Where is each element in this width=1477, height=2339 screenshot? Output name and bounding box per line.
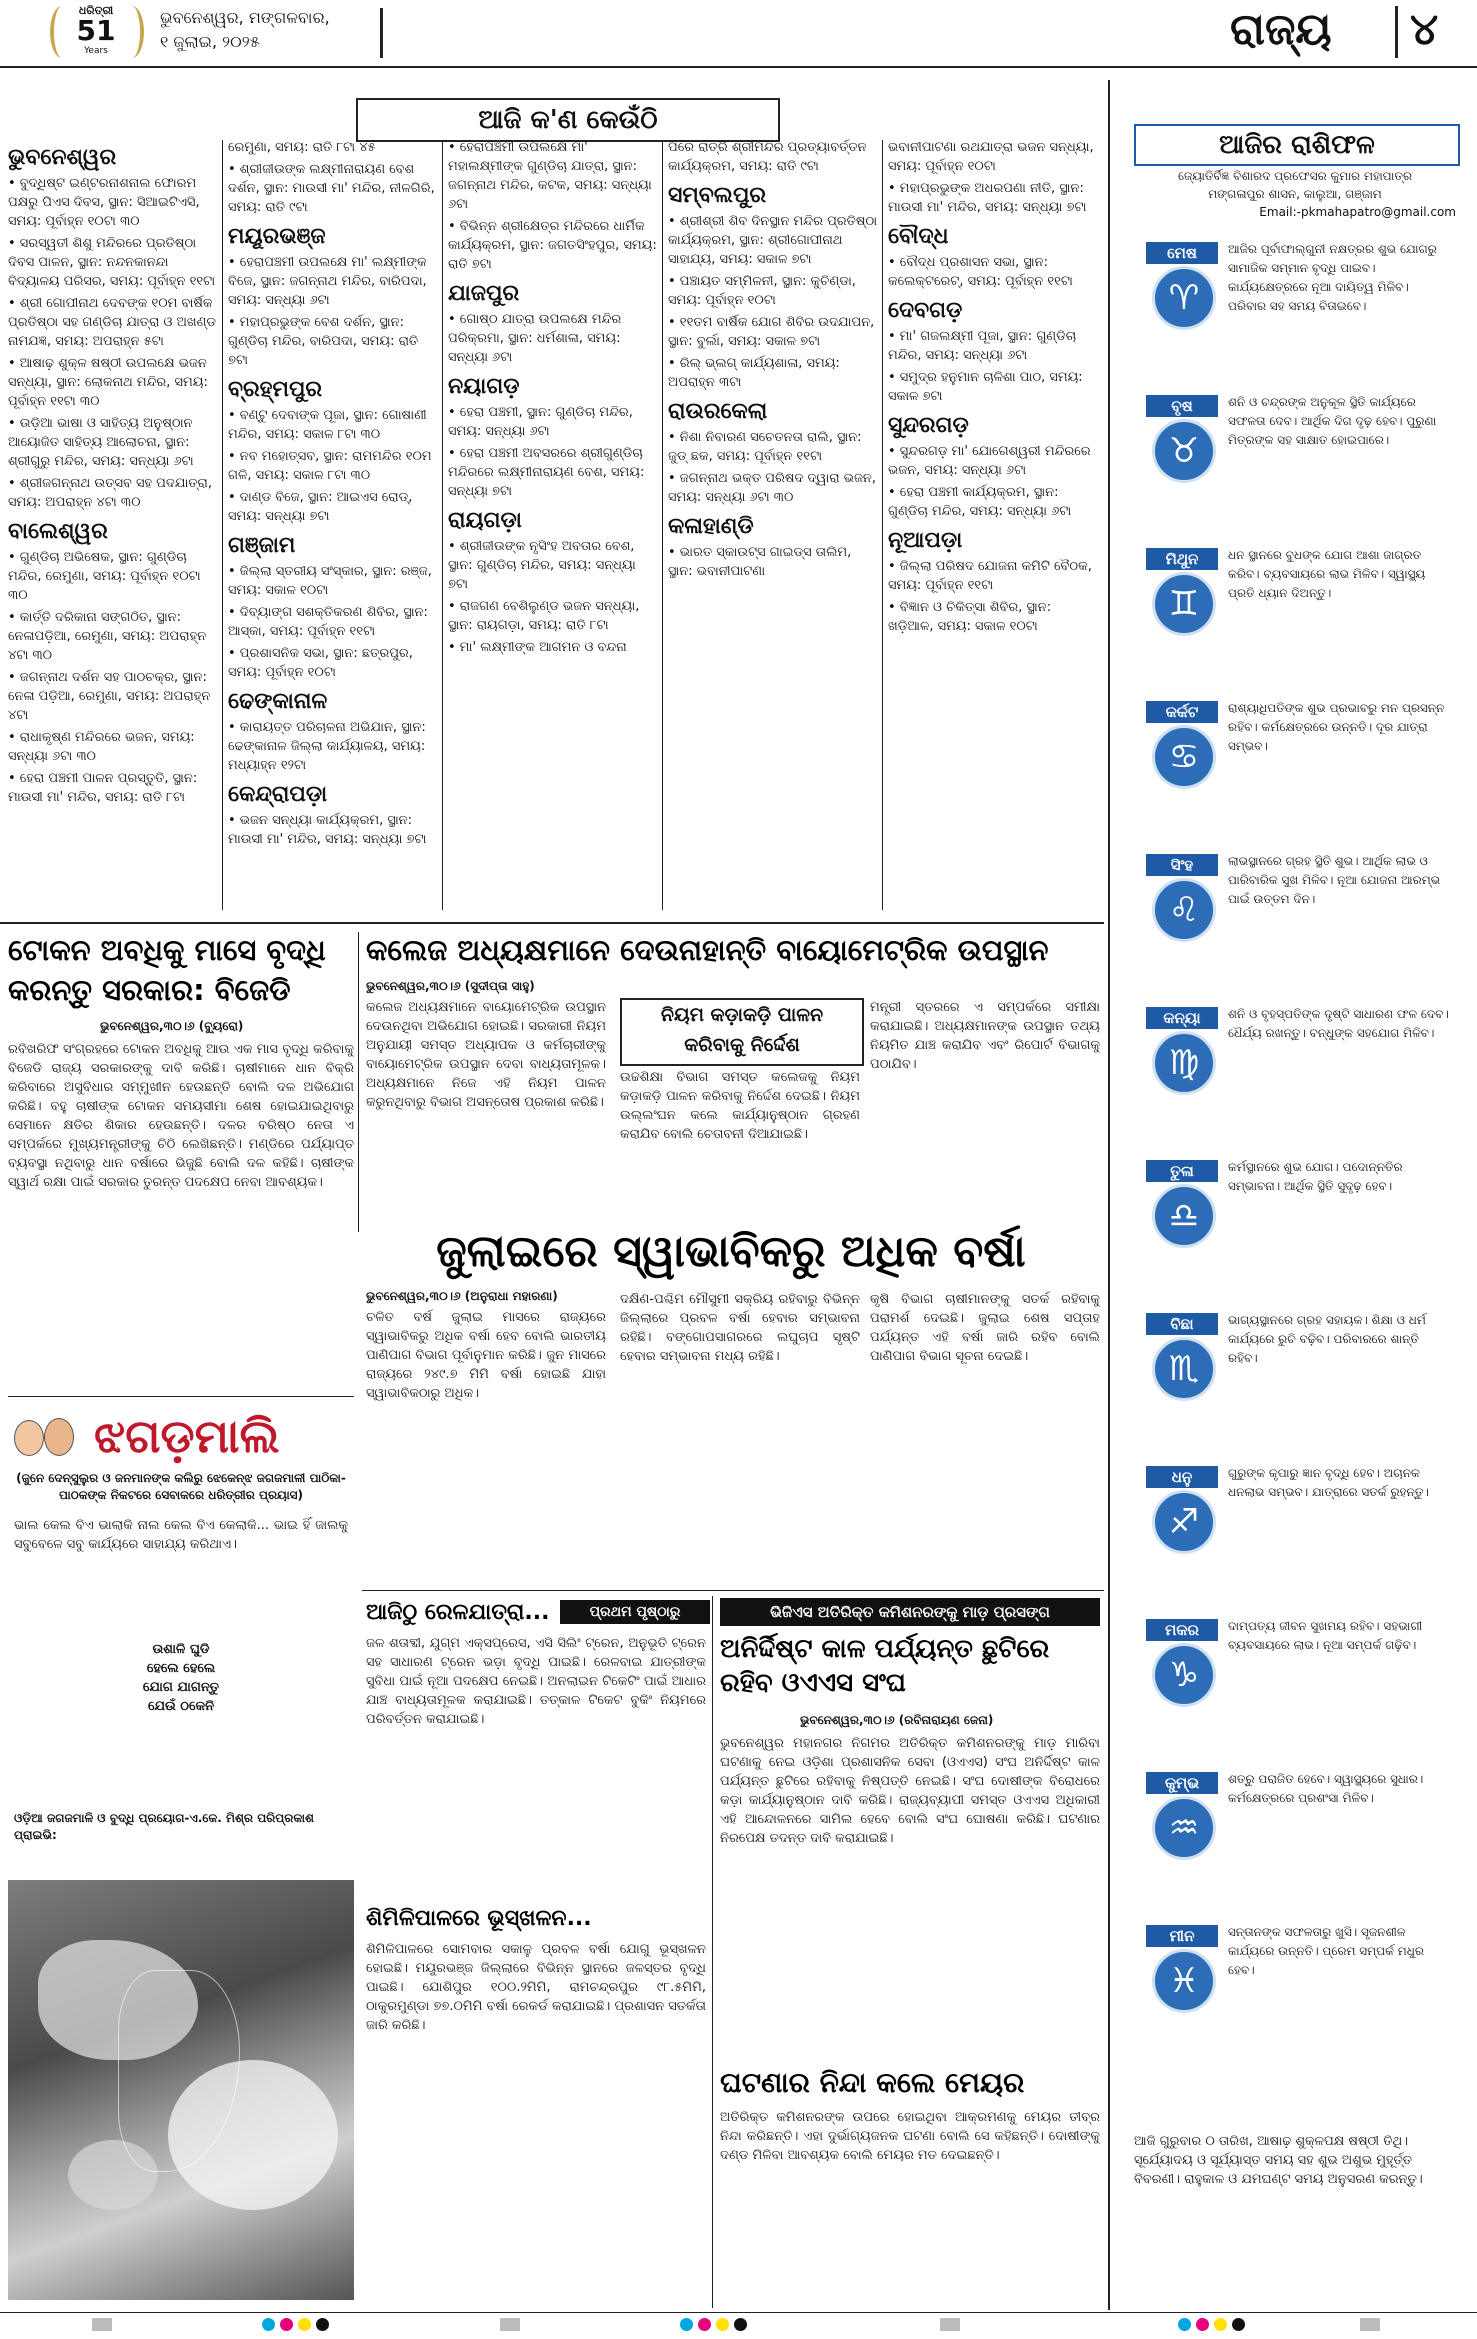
logo <box>50 2 142 62</box>
events-list-item: • ଗୋଷ୍ଠ ଯାତ୍ରା ଉପଲକ୍ଷେ ମନ୍ଦିର ପରିକ୍ରମା, ସ୍ଥାନ: ଧର୍ମଶାଳା, ସମୟ: ସନ୍ଧ୍ୟା ୬ଟା <box>448 312 622 365</box>
zodiac-forecast-text: ଲାଭସ୍ଥାନରେ ଗ୍ରହ ସ୍ଥିତି ଶୁଭ। ଆର୍ଥିକ ଲାଭ ଓ ପାରିବାରିକ ସୁଖ ମିଳିବ। ନୂଆ ଯୋଜନା ଆରମ୍ଭ ପାଇଁ ଉତ୍ତମ ଦିନ। <box>1228 854 1441 906</box>
zodiac-symbol-icon: ♐ <box>1152 1490 1216 1554</box>
registration-bar-3 <box>940 2318 960 2331</box>
events-city-heading: ବ୍ରହ୍ମପୁର <box>228 377 323 402</box>
cmyk-dot-black-1 <box>316 2318 329 2331</box>
section-name: ରାଜ୍ୟ <box>1230 4 1332 55</box>
cmyk-dot-yellow-3 <box>1214 2318 1227 2331</box>
horoscope-author-address: ମଙ୍ଗଳାପୁର ଶାସନ, କାଲୁଆ, ଗଞ୍ଜାମ <box>1208 187 1382 201</box>
zodiac-name-badge: ବୃଷ <box>1146 395 1218 417</box>
zodiac-forecast-text: କର୍ମସ୍ଥାନରେ ଶୁଭ ଯୋଗ। ପଦୋନ୍ନତିର ସମ୍ଭାବନା। ଆର୍ଥିକ ସ୍ଥିତି ସୁଦୃଢ଼ ହେବ। <box>1228 1160 1403 1193</box>
events-list-item: • ଶ୍ରୀଜଗନ୍ନାଥ ଉତ୍ସବ ସହ ପଦଯାତ୍ରା, ସମୟ: ଅପରାହ୍ନ ୪ଟା ୩୦ <box>8 476 213 510</box>
events-column-1 <box>8 138 218 918</box>
events-list-item: • ଭଜନ ସନ୍ଧ୍ୟା କାର୍ଯ୍ୟକ୍ରମ, ସ୍ଥାନ: ମାଉସୀ ମା' ମନ୍ଦିର, ସମୟ: ସନ୍ଧ୍ୟା ୭ଟା <box>228 813 427 847</box>
events-list-item: • ବଣ୍ଟୁ ଦେବାଙ୍କ ପୂଜା, ସ୍ଥାନ: ଗୋଷାଣୀ ମନ୍ଦିର, ସମୟ: ସକାଳ ୮ଟା ୩୦ <box>228 408 427 442</box>
events-column-3 <box>448 138 658 918</box>
horoscope-signs <box>1140 238 1460 2078</box>
cartoon-faces-icon <box>14 1410 76 1462</box>
jhagadamali-panel <box>8 1400 354 1870</box>
events-city-heading: ଢେଙ୍କାନାଳ <box>228 689 328 714</box>
zodiac-name-badge: ତୁଳା <box>1146 1160 1218 1182</box>
college-boxed-highlight <box>620 998 864 1066</box>
registration-bar-1 <box>92 2318 112 2331</box>
zodiac-symbol-icon: ♑ <box>1152 1643 1216 1707</box>
railway-body: ଜଳ ଶତାବ୍ଦୀ, ଯୁଗ୍ମ ଏକ୍ସପ୍ରେସ, ଏସି ସିଲିଂ ଟ୍ରେନ, ଅନୁଭୂତି ଟ୍ରେନ ସହ ସାଧାରଣ ଟ୍ରେନ ଭଡ଼ା ବୃଦ୍ଧି ପାଇଛି। ରେଳବାଇ ଯାତ୍ରୀଙ୍କ ସୁବିଧା ପାଇଁ ନୂଆ ପଦକ୍ଷେପ ନେଇଛି। ଅନଲାଇନ ଟିକେଟିଂ ପାଇଁ ଆଧାର ଯାଞ୍ଚ ବାଧ୍ୟତାମୂଳକ କରାଯାଇଛି। ତତ୍କାଳ ଟିକେଟ ବୁକିଂ ନିୟମରେ ପରିବର୍ତ୍ତନ କରାଯାଇଛି। <box>366 1636 706 1727</box>
college-body-2: ଉଚ୍ଚଶିକ୍ଷା ବିଭାଗ ସମସ୍ତ କଲେଜକୁ ନିୟମ କଡ଼ାକଡ଼ି ପାଳନ କରିବାକୁ ନିର୍ଦ୍ଦେଶ ଦେଇଛି। ନିୟମ ଉଲ୍ଲଂଘନ କଲେ କାର୍ଯ୍ୟାନୁଷ୍ଠାନ ଗ୍ରହଣ କରାଯିବ ବୋଲି ଚେତାବନୀ ଦିଆଯାଇଛି। <box>620 1070 860 1142</box>
events-list-item: • ଦାଣ୍ଡ ବିଜେ, ସ୍ଥାନ: ଆଇଏସ ରୋଡ୍, ସମୟ: ସନ୍ଧ୍ୟା ୭ଟା <box>228 490 413 524</box>
jhagadamali-verse <box>14 1640 348 1716</box>
mayor-headline: ଘଟଣାର ନିନ୍ଦା କଲେ ମେୟର <box>720 2066 1025 2099</box>
events-list-item: • ଶ୍ରୀ ଗୋପୀନାଥ ଦେବଙ୍କ ୧୦ମ ବାର୍ଷିକ ପ୍ରତିଷ୍ଠା ସହ ଗଣ୍ଡିଚା ଯାତ୍ରା ଓ ଅଖଣ୍ଡ ନାମଯଜ୍ଞ, ସମୟ: ଅପରାହ୍ନ ୫ଟା <box>8 296 217 349</box>
zodiac-forecast-text: ଭାଗ୍ୟସ୍ଥାନରେ ଗ୍ରହ ସହାୟକ। ଶିକ୍ଷା ଓ ଧର୍ମ କାର୍ଯ୍ୟରେ ରୁଚି ବଢ଼ିବ। ପରିବାରରେ ଶାନ୍ତି ରହିବ। <box>1228 1313 1426 1365</box>
logo-top-text: ଧରିତ୍ରୀ <box>78 4 114 17</box>
cmyk-dot-cyan-2 <box>680 2318 693 2331</box>
zodiac-name-badge: ମକର <box>1146 1619 1218 1641</box>
zodiac-name-badge: କନ୍ୟା <box>1146 1007 1218 1029</box>
horoscope-author-name: ଜ୍ୟୋତିର୍ବିଜ୍ଞ ବିଶାରଦ ପ୍ରଫେସର କୁମାର ମହାପାତ୍ର <box>1177 169 1413 183</box>
zodiac-symbol-icon: ♈ <box>1152 266 1216 330</box>
zodiac-row <box>1140 1003 1452 1151</box>
college-box-line-1: ନିୟମ କଡ଼ାକଡ଼ି ପାଳନ <box>660 1004 824 1026</box>
events-divider-2 <box>442 140 443 910</box>
college-headline: କଲେଜ ଅଧ୍ୟକ୍ଷମାନେ ଦେଉନାହାନ୍ତି ବାୟୋମେଟ୍ରିକ ଉପସ୍ଥାନ <box>366 933 1049 967</box>
jhagadamali-title: ଝଗଡ଼ମାଲି <box>94 1409 280 1463</box>
events-list-item: • କାରାୟତ୍ତ ପରିଚାଳନା ଅଭିଯାନ, ସ୍ଥାନ: ଢେଙ୍କାନାଳ ଜିଲ୍ଲା କାର୍ଯ୍ୟାଳୟ, ସମୟ: ମଧ୍ୟାହ୍ନ ୧୨ଟା <box>228 720 426 773</box>
events-column-4 <box>668 138 878 918</box>
events-city-heading: ମୟୂରଭଞ୍ଜ <box>228 224 326 249</box>
college-body-1: କଲେଜ ଅଧ୍ୟକ୍ଷମାନେ ବାୟୋମେଟ୍ରିକ ଉପସ୍ଥାନ ଦେଉନଥିବା ଅଭିଯୋଗ ହୋଇଛି। ସରକାରୀ ନିୟମ ଅନୁଯାୟୀ ସମସ୍ତ ଅଧ୍ୟାପକ ଓ କର୍ମଚାରୀଙ୍କୁ ବାୟୋମେଟ୍ରିକ ଉପସ୍ଥାନ ଦେବା ବାଧ୍ୟତାମୂଳକ। ଅଧ୍ୟକ୍ଷମାନେ ନିଜେ ଏହି ନିୟମ ପାଳନ କରୁନଥିବାରୁ ବିଭାଗ ଅସନ୍ତୋଷ ପ୍ରକାଶ କରିଛି। <box>366 1000 606 1110</box>
events-list-item: • ଆଷାଢ଼ ଶୁକ୍ଳ ଷଷ୍ଠୀ ଉପଲକ୍ଷେ ଭଜନ ସନ୍ଧ୍ୟା, ସ୍ଥାନ: ଲୋକନାଥ ମନ୍ଦିର, ସମୟ: ପୂର୍ବାହ୍ନ ୧୧ଟା ୩୦ <box>8 356 208 409</box>
events-city-heading: ରାୟଗଡ଼ା <box>448 508 522 533</box>
zodiac-row <box>1140 1309 1452 1457</box>
zodiac-symbol-icon: ♓ <box>1152 1949 1216 2013</box>
events-list-item: • ହେରାପଞ୍ଚମୀ ଉପଲକ୍ଷେ ମା' ଲକ୍ଷ୍ମୀଙ୍କ ବିଜେ, ସ୍ଥାନ: ଜଗନ୍ନାଥ ମନ୍ଦିର, ବାରିପଦା, ସମୟ: ସନ୍ଧ୍ୟା ୬ଟା <box>228 255 427 308</box>
events-list-item: • ମହାପ୍ରଭୁଙ୍କ ଅଧରପଣା ନୀତି, ସ୍ଥାନ: ମାଉସୀ ମା' ମନ୍ଦିର, ସମୟ: ସନ୍ଧ୍ୟା ୭ଟା <box>888 181 1087 215</box>
bjd-dateline: ଭୁବନେଶ୍ୱର,୩୦।୬ (ବ୍ୟୁରୋ) <box>100 1019 244 1033</box>
events-list-item: • ହେରା ପଞ୍ଚମୀ କାର୍ଯ୍ୟକ୍ରମ, ସ୍ଥାନ: ଗୁଣ୍ଡିଚା ମନ୍ଦିର, ସମୟ: ସନ୍ଧ୍ୟା ୬ଟା <box>888 485 1072 519</box>
zodiac-row <box>1140 1921 1452 2069</box>
events-list-item: • ରିଲ୍ ଭ୍ଲଗ୍ କାର୍ଯ୍ୟଶାଳା, ସମୟ: ଅପରାହ୍ନ ୩ଟା <box>668 356 840 390</box>
zodiac-forecast-text: ଶନି ଓ ବୃହସ୍ପତିଙ୍କ ଦୃଷ୍ଟି ସାଧାରଣ ଫଳ ଦେବ। ଧୈର୍ଯ୍ୟ ରଖନ୍ତୁ। ବନ୍ଧୁଙ୍କ ସହଯୋଗ ମିଳିବ। <box>1228 1007 1449 1040</box>
events-list-item: • ଶ୍ରୀଶ୍ରୀ ଶିବ ଦିନସ୍ଥାନ ମନ୍ଦିର ପ୍ରତିଷ୍ଠା କାର୍ଯ୍ୟକ୍ରମ, ସ୍ଥାନ: ଶ୍ରୀଗୋପୀନାଥ ସାହାଯ୍ୟ, ସମୟ: ସକାଳ ୭ଟା <box>668 214 878 267</box>
events-city-heading: ସମ୍ବଲପୁର <box>668 183 767 208</box>
rain-bottom-rule <box>362 1590 1104 1591</box>
zodiac-row <box>1140 238 1452 386</box>
zodiac-symbol-icon: ♊ <box>1152 572 1216 636</box>
rain-body-3: କୃଷି ବିଭାଗ ଚାଷୀମାନଙ୍କୁ ସତର୍କ ରହିବାକୁ ପରାମର୍ଶ ଦେଇଛି। ଜୁଲାଇ ଶେଷ ସପ୍ତାହ ପର୍ଯ୍ୟନ୍ତ ଏହି ବର୍ଷା ଜାରି ରହିବ ବୋଲି ପାଣିପାଗ ବିଭାଗ ସୂଚନା ଦେଇଛି। <box>870 1292 1100 1364</box>
events-city-heading: ଦେବଗଡ଼ <box>888 298 963 323</box>
verse-line: ଯେଉଁ ଠକେନି <box>147 1699 215 1714</box>
right-column-divider <box>1108 80 1110 2310</box>
oas-headline: ଅନିର୍ଦ୍ଦିଷ୍ଟ କାଳ ପର୍ଯ୍ୟନ୍ତ ଛୁଟିରେ ରହିବ ଓଏଏସ ସଂଘ <box>720 1634 1050 1698</box>
rain-headline: ଜୁଲାଇରେ ସ୍ୱାଭାବିକରୁ ଅଧିକ ବର୍ଷା <box>436 1226 1026 1277</box>
zodiac-forecast-text: ଆଜିର ପୂର୍ବାଫାଲ୍ଗୁନୀ ନକ୍ଷତ୍ରର ଶୁଭ ଯୋଗରୁ ସାମାଜିକ ସମ୍ମାନ ବୃଦ୍ଧି ପାଇବ। କାର୍ଯ୍ୟକ୍ଷେତ୍ରରେ ନୂଆ ଦାୟିତ୍ୱ ମିଳିବ। ପରିବାର ସହ ସମୟ ବିତାଇବେ। <box>1228 242 1437 313</box>
events-list-item: • ମହାପ୍ରଭୁଙ୍କ ବେଶ ଦର୍ଶନ, ସ୍ଥାନ: ଗୁଣ୍ଡିଚା ମନ୍ଦିର, ବାରିପଦା, ସମୟ: ରାତି ୭ଟା <box>228 315 419 368</box>
verse-line: ଯୋଗ ଯାଗନ୍ତୁ <box>142 1680 220 1695</box>
zodiac-name-badge: ମିଥୁନ <box>1146 548 1218 570</box>
jhagadamali-credit: ଓଡ଼ିଆ ଜଗଜମାଳି ଓ ବୁଦ୍ଧି ପ୍ରୟୋଗ-ଏ.କେ. ମିଶ୍ର ପରିପ୍ରକାଶ ପ୍ରାଇଭି: <box>14 1811 314 1842</box>
events-list-item: • ହେରା ପଞ୍ଚମୀ ଅବସରରେ ଶ୍ରୀଗୁଣ୍ଡିଚା ମନ୍ଦିରରେ ଲକ୍ଷ୍ମୀନାରାୟଣ ବେଶ, ସମୟ: ସନ୍ଧ୍ୟା ୭ଟା <box>448 446 645 499</box>
zodiac-name-badge: ଧନୁ <box>1146 1466 1218 1488</box>
events-list-item: • ବିଭିନ୍ନ ଶ୍ରୀକ୍ଷେତ୍ର ମନ୍ଦିରରେ ଧାର୍ମିକ କାର୍ଯ୍ୟକ୍ରମ, ସ୍ଥାନ: ଜଗତସିଂହପୁର, ସମୟ: ରାତି ୭ଟା <box>448 219 657 272</box>
bjd-headline: ଟୋକନ ଅବଧିକୁ ମାସେ ବୃଦ୍ଧି କରନ୍ତୁ ସରକାର: ବିଜେଡି <box>8 933 326 1007</box>
events-list-item: • ଭାରତ ସ୍କାଉଟ୍ସ ଗାଇଡ୍ସ ତାଲିମ, ସ୍ଥାନ: ଭବାନୀପାଟଣା <box>668 545 852 579</box>
zodiac-symbol-icon: ♒ <box>1152 1796 1216 1860</box>
simlipal-headline: ଶିମିଳିପାଳରେ ଭୂସ୍ଖଳନ... <box>366 1906 592 1931</box>
zodiac-forecast-text: ଦାମ୍ପତ୍ୟ ଜୀବନ ସୁଖମୟ ରହିବ। ସହଭାଗୀ ବ୍ୟବସାୟରେ ଲାଭ। ନୂଆ ସମ୍ପର୍କ ଗଢ଼ିବ। <box>1228 1619 1423 1652</box>
events-list-item: • ବିଜ୍ଞାନ ଓ ଚିକିତ୍ସା ଶିବିର, ସ୍ଥାନ: ଖଡ଼ିଆଳ, ସମୟ: ସକାଳ ୧୦ଟା <box>888 600 1052 634</box>
events-list-item: • ରାଜଗଣ ବେଶିଲୁଣ୍ଡ ଭଜନ ସନ୍ଧ୍ୟା, ସ୍ଥାନ: ରାୟଗଡ଼ା, ସମୟ: ରାତି ୮ଟା <box>448 599 640 633</box>
events-list-item: • ଜିଲ୍ଲା ପରିଷଦ ଯୋଜନା କମିଟି ବୈଠକ, ସମୟ: ପୂର୍ବାହ୍ନ ୧୧ଟା <box>888 559 1092 593</box>
events-list-item: • ପ୍ରଶାସନିକ ସଭା, ସ୍ଥାନ: ଛତ୍ରପୁର, ସମୟ: ପୂର୍ବାହ୍ନ ୧୦ଟା <box>228 646 413 680</box>
jhagadamali-text: ଭାଲ କେଲ ବିଏ ଭାଲାକି ନାଲ କେଲ ବିଏ କେଲାକି... ଭାଇ ହିଁ ଜାଲକୁ ସବୁବେଳେ ସବୁ କାର୍ଯ୍ୟରେ ସାହାଯ୍ୟ କରିଥାଏ। <box>14 1518 348 1552</box>
events-list-item: ପରେ ରାତ୍ରି ଶ୍ରୀମନ୍ଦିର ପ୍ରତ୍ୟାବର୍ତ୍ତନ କାର୍ଯ୍ୟକ୍ରମ, ସମୟ: ରାତି ୯ଟା <box>668 140 867 174</box>
events-list-item: • ପଞ୍ଚାୟତ ସମ୍ମିଳନୀ, ସ୍ଥାନ: କୁଚିଣ୍ଡା, ସମୟ: ପୂର୍ବାହ୍ନ ୧୦ଟା <box>668 274 856 308</box>
events-column-5 <box>888 138 1098 918</box>
cmyk-dot-magenta-1 <box>280 2318 293 2331</box>
events-list-item: • ସୁନ୍ଦରଗଡ଼ ମା' ଯୋଗେଶ୍ୱରୀ ମନ୍ଦିରରେ ଭଜନ, ସମୟ: ସନ୍ଧ୍ୟା ୬ଟା <box>888 444 1091 478</box>
simlipal-body: ଶିମିଳିପାଳରେ ସୋମବାର ସକାଳୁ ପ୍ରବଳ ବର୍ଷା ଯୋଗୁ ଭୂସ୍ଖଳନ ହୋଇଛି। ମୟୂରଭଞ୍ଜ ଜିଲ୍ଲାରେ ବିଭିନ୍ନ ସ୍ଥାନରେ ଜଳସ୍ତର ବୃଦ୍ଧି ପାଇଛି। ଯୋଶିପୁର ୧୦୦.୨ମିମି, ରାମଚନ୍ଦ୍ରପୁର ୯୮.୫ମିମି, ଠାକୁରମୁଣ୍ଡା ୭୭.୦ମିମି ବର୍ଷା ରେକର୍ଡ କରାଯାଇଛି। ପ୍ରଶାସନ ସତର୍କତା ଜାରି କରିଛି। <box>366 1942 706 2033</box>
events-banner <box>356 98 780 142</box>
events-banner-title: ଆଜି କ'ଣ କେଉଁଠି <box>478 105 658 135</box>
zodiac-forecast-text: ଗୁରୁଙ୍କ କୃପାରୁ ଜ୍ଞାନ ବୃଦ୍ଧି ହେବ। ଅଚାନକ ଧନଲାଭ ସମ୍ଭବ। ଯାତ୍ରାରେ ସତର୍କ ରୁହନ୍ତୁ। <box>1228 1466 1429 1499</box>
zodiac-symbol-icon: ♌ <box>1152 878 1216 942</box>
zodiac-forecast-text: ଶନି ଓ ଚନ୍ଦ୍ରଙ୍କ ଅନୁକୂଳ ସ୍ଥିତି କାର୍ଯ୍ୟରେ ସଫଳତା ଦେବ। ଆର୍ଥିକ ଦିଗ ଦୃଢ଼ ହେବ। ପୁରୁଣା ମିତ୍ରଙ୍କ ସହ ସାକ୍ଷାତ ହୋଇପାରେ। <box>1228 395 1437 447</box>
events-list-item: • ଉଡ଼ିଆ ଭାଷା ଓ ସାହିତ୍ୟ ଅନୁଷ୍ଠାନ ଆୟୋଜିତ ସାହିତ୍ୟ ଆଲୋଚନା, ସ୍ଥାନ: ଶ୍ରୀଗୁରୁ ମନ୍ଦିର, ସମୟ: ସନ୍ଧ୍ୟା ୬ଟା <box>8 416 194 469</box>
bottom-rule <box>0 2312 1477 2313</box>
events-list-item: • ଜଗନ୍ନାଥ ଭକ୍ତ ପରିଷଦ ଦ୍ୱାରା ଭଜନ, ସମୟ: ସନ୍ଧ୍ୟା ୬ଟା ୩୦ <box>668 471 877 505</box>
zodiac-symbol-icon: ♋ <box>1152 725 1216 789</box>
zodiac-row <box>1140 544 1452 692</box>
events-divider-1 <box>222 140 223 910</box>
cmyk-dot-cyan-3 <box>1178 2318 1191 2331</box>
zodiac-row <box>1140 697 1452 845</box>
horoscope-banner <box>1134 124 1460 166</box>
rain-body-2: ଦକ୍ଷିଣ-ପଶ୍ଚିମ ମୌସୁମୀ ସକ୍ରିୟ ରହିବାରୁ ବିଭିନ୍ନ ଜିଲ୍ଲାରେ ପ୍ରବଳ ବର୍ଷା ହେବାର ସମ୍ଭାବନା ରହିଛି। ବଙ୍ଗୋପସାଗରରେ ଲଘୁଚାପ ସୃଷ୍ଟି ହେବାର ସମ୍ଭାବନା ମଧ୍ୟ ରହିଛି। <box>620 1292 860 1364</box>
zodiac-forecast-text: ଧନ ସ୍ଥାନରେ ବୁଧଙ୍କ ଯୋଗ ଆଶା ଜାଗ୍ରତ କରିବ। ବ୍ୟବସାୟରେ ଲାଭ ମିଳିବ। ସ୍ୱାସ୍ଥ୍ୟ ପ୍ରତି ଧ୍ୟାନ ଦିଅନ୍ତୁ। <box>1228 548 1426 600</box>
panchang-text: ଆଜି ଗୁରୁବାର ୦ ତାରିଖ, ଆଷାଢ଼ ଶୁକ୍ଳପକ୍ଷ ଷଷ୍ଠୀ ତିଥି। ସୂର୍ଯ୍ୟୋଦୟ ଓ ସୂର୍ଯ୍ୟାସ୍ତ ସମୟ ସହ ଶୁଭ ଅଶୁଭ ମୁହୂର୍ତ୍ତ ବିବରଣୀ। ରାହୁକାଳ ଓ ଯମଘଣ୍ଟ ସମୟ ଅନୁସରଣ କରନ୍ତୁ। <box>1134 2134 1423 2187</box>
registration-bar-2 <box>500 2318 520 2331</box>
events-city-heading: ବାଲେଶ୍ୱର <box>8 519 108 544</box>
mayor-body: ଅତିରିକ୍ତ କମିଶନରଙ୍କ ଉପରେ ହୋଇଥିବା ଆକ୍ରମଣକୁ ମେୟର ତୀବ୍ର ନିନ୍ଦା କରିଛନ୍ତି। ଏହା ଦୁର୍ଭାଗ୍ୟଜନକ ଘଟଣା ବୋଲି ସେ କହିଛନ୍ତି। ଦୋଷୀଙ୍କୁ ଦଣ୍ଡ ମିଳିବା ଆବଶ୍ୟକ ବୋଲି ମେୟର ମତ ଦେଇଛନ୍ତି। <box>720 2110 1100 2163</box>
horoscope-banner-title: ଆଜିର ରାଶିଫଳ <box>1219 130 1375 160</box>
railway-headline: ଆଜିଠୁ ରେଳଯାତ୍ରା... <box>366 1600 550 1625</box>
logo-number: 51 <box>76 14 116 47</box>
zodiac-name-badge: ମେଷ <box>1146 242 1218 264</box>
zodiac-row <box>1140 391 1452 539</box>
zodiac-forecast-text: ସନ୍ତାନଙ୍କ ସଫଳତାରୁ ଖୁସି। ସୃଜନଶୀଳ କାର୍ଯ୍ୟରେ ଉନ୍ନତି। ପ୍ରେମ ସମ୍ପର୍କ ମଧୁର ହେବ। <box>1228 1925 1424 1977</box>
masthead <box>0 0 1477 64</box>
zodiac-name-badge: କର୍କଟ <box>1146 701 1218 723</box>
logo-bottom-text: Years <box>84 46 108 56</box>
cmyk-dot-black-2 <box>734 2318 747 2331</box>
events-list-item: • ହେରା ପଞ୍ଚମୀ, ସ୍ଥାନ: ଗୁଣ୍ଡିଚା ମନ୍ଦିର, ସମୟ: ସନ୍ଧ୍ୟା ୬ଟା <box>448 405 633 439</box>
events-city-heading: ରାଉରକେଲା <box>668 399 768 424</box>
rain-dateline: ଭୁବନେଶ୍ୱର,୩୦।୬ (ଅନୁରାଧା ମହାରଣା) <box>366 1289 558 1303</box>
events-city-heading: କେନ୍ଦ୍ରାପଡ଼ା <box>228 782 328 807</box>
events-list-item: • ଦିବ୍ୟାଙ୍ଗ ସଶକ୍ତିକରଣ ଶିବିର, ସ୍ଥାନ: ଆସ୍କା, ସମୟ: ପୂର୍ବାହ୍ନ ୧୧ଟା <box>228 605 428 639</box>
cmyk-dot-yellow-2 <box>716 2318 729 2331</box>
events-city-heading: ନୟାଗଡ଼ <box>448 374 520 399</box>
events-list-item: • ଜିଲ୍ଲା ସ୍ତରୀୟ ସଂସ୍କାର, ସ୍ଥାନ: ରଞ୍ଜ, ସମୟ: ସକାଳ ୧୦ଟା <box>228 564 432 598</box>
horoscope-email: Email:-pkmahapatro@gmail.com <box>1259 205 1456 219</box>
masthead-bottom-rule <box>0 66 1477 68</box>
zodiac-symbol-icon: ♏ <box>1152 1337 1216 1401</box>
zodiac-forecast-text: ରାଶ୍ୟାଧିପତିଙ୍କ ଶୁଭ ପ୍ରଭାବରୁ ମନ ପ୍ରସନ୍ନ ରହିବ। କର୍ମକ୍ଷେତ୍ରରେ ଉନ୍ନତି। ଦୂର ଯାତ୍ରା ସମ୍ଭବ। <box>1228 701 1445 753</box>
events-list-item: ରେମୁଣା, ସମୟ: ରାତି ୮ଟା ୪୫ <box>228 140 376 155</box>
events-list-item: • ସମୁଦ୍ର ହନୁମାନ ଚାଳିଶା ପାଠ, ସମୟ: ସକାଳ ୭ଟା <box>888 370 1083 404</box>
cmyk-dot-black-3 <box>1232 2318 1245 2331</box>
zodiac-symbol-icon: ♉ <box>1152 419 1216 483</box>
railway-tag: ପ୍ରଥମ ପୃଷ୍ଠାରୁ <box>560 1600 710 1624</box>
events-bottom-rule <box>0 922 1104 924</box>
zodiac-forecast-text: ଶତ୍ରୁ ପରାଜିତ ହେବେ। ସ୍ୱାସ୍ଥ୍ୟରେ ସୁଧାର। କର୍ମକ୍ଷେତ୍ରରେ ପ୍ରଶଂସା ମିଳିବ। <box>1228 1772 1424 1805</box>
satellite-weather-image <box>8 1880 354 2300</box>
bjd-divider <box>358 932 359 1232</box>
cmyk-dot-magenta-3 <box>1196 2318 1209 2331</box>
events-city-heading: ଯାଜପୁର <box>448 281 520 306</box>
masthead-rule-left <box>380 8 383 58</box>
events-list-item: • ହେରାପଞ୍ଚମୀ ଉପଲକ୍ଷେ ମା' ମହାଲକ୍ଷ୍ମୀଙ୍କ ଗୁଣ୍ଡିଚା ଯାତ୍ରା, ସ୍ଥାନ: ଜଗନ୍ନାଥ ମନ୍ଦିର, କଟକ, ସମୟ: ସନ୍ଧ୍ୟା ୬ଟା <box>448 140 652 212</box>
events-list-item: • ମା' ଗଜଲକ୍ଷ୍ମୀ ପୂଜା, ସ୍ଥାନ: ଗୁଣ୍ଡିଚା ମନ୍ଦିର, ସମୟ: ସନ୍ଧ୍ୟା ୬ଟା <box>888 329 1077 363</box>
lower-middle-divider <box>712 1596 713 2308</box>
zodiac-row <box>1140 1156 1452 1304</box>
college-dateline: ଭୁବନେଶ୍ୱର,୩୦।୬ (ସୁଦୀପ୍ତା ସାହୁ) <box>366 979 535 993</box>
dateline-date: ୧ ଜୁଲାଇ, ୨୦୨୫ <box>160 32 260 51</box>
events-list-item: • ଜଗନ୍ନାଥ ଦର୍ଶନ ସହ ପାଠଚକ୍ର, ସ୍ଥାନ: ନେଳା ପଡ଼ିଆ, ରେମୁଣା, ସମୟ: ଅପରାହ୍ନ ୪ଟା <box>8 670 211 723</box>
masthead-rule-right <box>1395 6 1398 58</box>
events-list-item: ଭବାନୀପାଟଣା ରଥଯାତ୍ରା ଭଜନ ସନ୍ଧ୍ୟା, ସମୟ: ପୂର୍ବାହ୍ନ ୧୦ଟା <box>888 140 1094 174</box>
events-list-item: • ଶ୍ରୀଜୀଉଙ୍କ ନୃସିଂହ ଅବତାର ବେଶ, ସ୍ଥାନ: ଗୁଣ୍ଡିଚା ମନ୍ଦିର, ସମୟ: ସନ୍ଧ୍ୟା ୭ଟା <box>448 539 636 592</box>
events-list-item: • ବୌଦ୍ଧ ପ୍ରଶାସନ ସଭା, ସ୍ଥାନ: କଲେକ୍ଟରେଟ୍, ସମୟ: ପୂର୍ବାହ୍ନ ୧୧ଟା <box>888 255 1073 289</box>
zodiac-row <box>1140 850 1452 998</box>
college-body-3: ମନ୍ତ୍ରୀ ସ୍ତରରେ ଏ ସମ୍ପର୍କରେ ସମୀକ୍ଷା କରାଯାଇଛି। ଅଧ୍ୟକ୍ଷମାନଙ୍କ ଉପସ୍ଥାନ ତଥ୍ୟ ନିୟମିତ ଯାଞ୍ଚ କରାଯିବ ଏବଂ ରିପୋର୍ଟ ବିଭାଗକୁ ପଠାଯିବ। <box>870 1000 1100 1072</box>
oas-body: ଭୁବନେଶ୍ୱର ମହାନଗର ନିଗମର ଅତିରିକ୍ତ କମିଶନରଙ୍କୁ ମାଡ଼ ମାରିବା ଘଟଣାକୁ ନେଇ ଓଡ଼ିଶା ପ୍ରଶାସନିକ ସେବା (ଓଏଏସ) ସଂଘ ଅନିର୍ଦ୍ଦିଷ୍ଟ କାଳ ପର୍ଯ୍ୟନ୍ତ ଛୁଟିରେ ରହିବାକୁ ନିଷ୍ପତ୍ତି ନେଇଛି। ସଂଘ ଦୋଷୀଙ୍କ ବିରୋଧରେ କଡ଼ା କାର୍ଯ୍ୟାନୁଷ୍ଠାନ ଦାବି କରିଛି। ରାଜ୍ୟବ୍ୟାପୀ ସମସ୍ତ ଓଏଏସ ଅଧିକାରୀ ଏହି ଆନ୍ଦୋଳନରେ ସାମିଲ ହେବେ ବୋଲି ସଂଘ ଘୋଷଣା କରିଛି। ଘଟଣାର ନିରପେକ୍ଷ ତଦନ୍ତ ଦାବି କରାଯାଇଛି। <box>720 1736 1100 1846</box>
events-city-heading: ବୌଦ୍ଧ <box>888 224 949 249</box>
page-number: ୪ <box>1410 4 1439 55</box>
jhagadamali-top-rule <box>8 1396 354 1397</box>
zodiac-row <box>1140 1615 1452 1763</box>
events-list-item: • ବୁଦ୍ଧିଷ୍ଟ ଇଣ୍ଟରନାଶନାଲ ଫୋରମ ପକ୍ଷରୁ ପିଏସ ଦିବସ, ସ୍ଥାନ: ସିଆଇଟିଏସି, ସମୟ: ପୂର୍ବାହ୍ନ ୧୦ଟା ୩୦ <box>8 176 200 229</box>
events-list-item: • ୧୧ତମ ବାର୍ଷିକ ଯୋଗ ଶିବିର ଉଦଯାପନ, ସ୍ଥାନ: ବୁର୍ଲା, ସମୟ: ସକାଳ ୭ଟା <box>668 315 875 349</box>
cmyk-dot-yellow-1 <box>298 2318 311 2331</box>
events-list-item: • ହେରା ପଞ୍ଚମୀ ପାଳନ ପ୍ରସ୍ତୁତି, ସ୍ଥାନ: ମାଉସୀ ମା' ମନ୍ଦିର, ସମୟ: ରାତି ୮ଟା <box>8 771 198 805</box>
registration-bar-4 <box>1360 2318 1380 2331</box>
cmyk-dot-cyan-1 <box>262 2318 275 2331</box>
events-list-item: • ସରସ୍ୱତୀ ଶିଶୁ ମନ୍ଦିରରେ ପ୍ରତିଷ୍ଠା ଦିବସ ପାଳନ, ସ୍ଥାନ: ନନ୍ଦନକାନନ୍ଦା ବିଦ୍ୟାଳୟ ପରିସର, ସମୟ: ପୂର୍ବାହ୍ନ ୧୧ଟା <box>8 236 216 289</box>
events-list-item: • ନିଶା ନିବାରଣ ସଚେତନତା ରାଲି, ସ୍ଥାନ: ଜୁଡ୍ ଛକ, ସମୟ: ପୂର୍ବାହ୍ନ ୧୧ଟା <box>668 430 862 464</box>
rain-body-1: ଚଳିତ ବର୍ଷ ଜୁଲାଇ ମାସରେ ରାଜ୍ୟରେ ସ୍ୱାଭାବିକରୁ ଅଧିକ ବର୍ଷା ହେବ ବୋଲି ଭାରତୀୟ ପାଣିପାଗ ବିଭାଗ ପୂର୍ବାନୁମାନ କରିଛି। ଜୁନ ମାସରେ ରାଜ୍ୟରେ ୨୪୯.୭ ମିମି ବର୍ଷା ହୋଇଛି ଯାହା ସ୍ୱାଭାବିକଠାରୁ ଅଧିକ। <box>366 1310 606 1401</box>
zodiac-symbol-icon: ♍ <box>1152 1031 1216 1095</box>
oas-dateline: ଭୁବନେଶ୍ୱର,୩୦।୬ (ରବିନାରାୟଣ ଜେନା) <box>800 1713 994 1727</box>
events-city-heading: ନୂଆପଡ଼ା <box>888 528 963 553</box>
zodiac-name-badge: କୁମ୍ଭ <box>1146 1772 1218 1794</box>
jhagadamali-subtitle: (ଜୁନେ ଦେନ୍‌ସୁଲୁର ଓ ଜନମାନଙ୍କ କଲିରୁ ଝେକେନ୍‌ଝ ଜଗଜମାଳୀ ପାଠିକା-ପାଠକଙ୍କ ନିକଟରେ ସେବାକରେ ଧରିତ୍ରୀର ପ୍ରୟାସ) <box>16 1471 346 1502</box>
oas-kicker: ଭିଜିଏସ ଅତିରିକ୍ତ କମିଶନରଙ୍କୁ ମାଡ଼ ପ୍ରସଙ୍ଗ <box>720 1598 1100 1626</box>
events-divider-3 <box>662 140 663 910</box>
events-list-item: • ନବ ମହୋତ୍ସବ, ସ୍ଥାନ: ରାମମନ୍ଦିର ୧୦ମ ଗଳି, ସମୟ: ସକାଳ ୮ଟା ୩୦ <box>228 449 432 483</box>
events-city-heading: ଭୁବନେଶ୍ୱର <box>8 145 117 170</box>
dateline-place-day: ଭୁବନେଶ୍ୱର, ମଙ୍ଗଳବାର, <box>160 8 330 27</box>
events-list-item: • କାର୍ତ୍ତି ଦରିକାନା ସଙ୍ଗଠିତ, ସ୍ଥାନ: ନେଳାପଡ଼ିଆ, ରେମୁଣା, ସମୟ: ଅପରାହ୍ନ ୪ଟା ୩୦ <box>8 610 207 663</box>
zodiac-symbol-icon: ♎ <box>1152 1184 1216 1248</box>
verse-line: ଉଶାଳି ଘୁଡି <box>152 1642 210 1657</box>
zodiac-name-badge: ବିଛା <box>1146 1313 1218 1335</box>
zodiac-row <box>1140 1768 1452 1916</box>
events-list-item: • ଶ୍ରୀଜୀଉଙ୍କ ଲକ୍ଷ୍ମୀନାରାୟଣ ବେଶ ଦର୍ଶନ, ସ୍ଥାନ: ମାଉସୀ ମା' ମନ୍ଦିର, ନୀଳଗିରି, ସମୟ: ରାତି ୯ଟା <box>228 162 435 215</box>
events-list-item: • ଗୁଣ୍ଡିଚା ଅଭିଷେକ, ସ୍ଥାନ: ଗୁଣ୍ଡିଚା ମନ୍ଦିର, ରେମୁଣା, ସମୟ: ପୂର୍ବାହ୍ନ ୧୦ଟା ୩୦ <box>8 550 201 603</box>
events-city-heading: ଗଞ୍ଜାମ <box>228 533 296 558</box>
college-box-line-2: କରିବାକୁ ନିର୍ଦ୍ଦେଶ <box>684 1034 800 1056</box>
events-column-2 <box>228 138 438 918</box>
events-list-item: • ରାଧାକୃଷ୍ଣ ମନ୍ଦିରରେ ଭଜନ, ସମୟ: ସନ୍ଧ୍ୟା ୬ଟା ୩୦ <box>8 730 195 764</box>
events-city-heading: କଳାହାଣ୍ଡି <box>668 514 754 539</box>
zodiac-row <box>1140 1462 1452 1610</box>
verse-line: ହେଲେ ହେଲେ <box>146 1661 216 1676</box>
zodiac-name-badge: ସିଂହ <box>1146 854 1218 876</box>
zodiac-name-badge: ମୀନ <box>1146 1925 1218 1947</box>
events-list-item: • ମା' ଲକ୍ଷ୍ମୀଙ୍କ ଆଗମନ ଓ ବନ୍ଦନା <box>448 640 627 655</box>
cmyk-dot-magenta-2 <box>698 2318 711 2331</box>
events-city-heading: ସୁନ୍ଦରଗଡ଼ <box>888 413 969 438</box>
bjd-body: ରବିଖରିଫ ସଂଗ୍ରହରେ ଟୋକନ ଅବଧିକୁ ଆଉ ଏକ ମାସ ବୃଦ୍ଧି କରିବାକୁ ବିଜେଡି ରାଜ୍ୟ ସରକାରଙ୍କୁ ଦାବି କରିଛି। ଚାଷୀମାନେ ଧାନ ବିକ୍ରି କରିବାରେ ଅସୁବିଧାର ସମ୍ମୁଖୀନ ହେଉଛନ୍ତି ବୋଲି ଦଳ ଅଭିଯୋଗ କରିଛି। ବହୁ ଚାଷୀଙ୍କ ଟୋକନ ସମୟସୀମା ଶେଷ ହୋଇଯାଇଥିବାରୁ ସେମାନେ କ୍ଷତିର ଶିକାର ହେଉଛନ୍ତି। ଦଳର ବରିଷ୍ଠ ନେତା ଏ ସମ୍ପର୍କରେ ମୁଖ୍ୟମନ୍ତ୍ରୀଙ୍କୁ ଚିଠି ଲେଖିଛନ୍ତି। ମଣ୍ଡିରେ ପର୍ଯ୍ୟାପ୍ତ ବ୍ୟବସ୍ଥା ନଥିବାରୁ ଧାନ ବର୍ଷାରେ ଭିଜୁଛି ବୋଲି ଦଳ କହିଛି। ଚାଷୀଙ୍କ ସ୍ୱାର୍ଥ ରକ୍ଷା ପାଇଁ ସରକାର ତୁରନ୍ତ ପଦକ୍ଷେପ ନେବା ଆବଶ୍ୟକ। <box>8 1042 354 1190</box>
horoscope-panel <box>1120 72 1470 2312</box>
events-divider-4 <box>882 140 883 910</box>
